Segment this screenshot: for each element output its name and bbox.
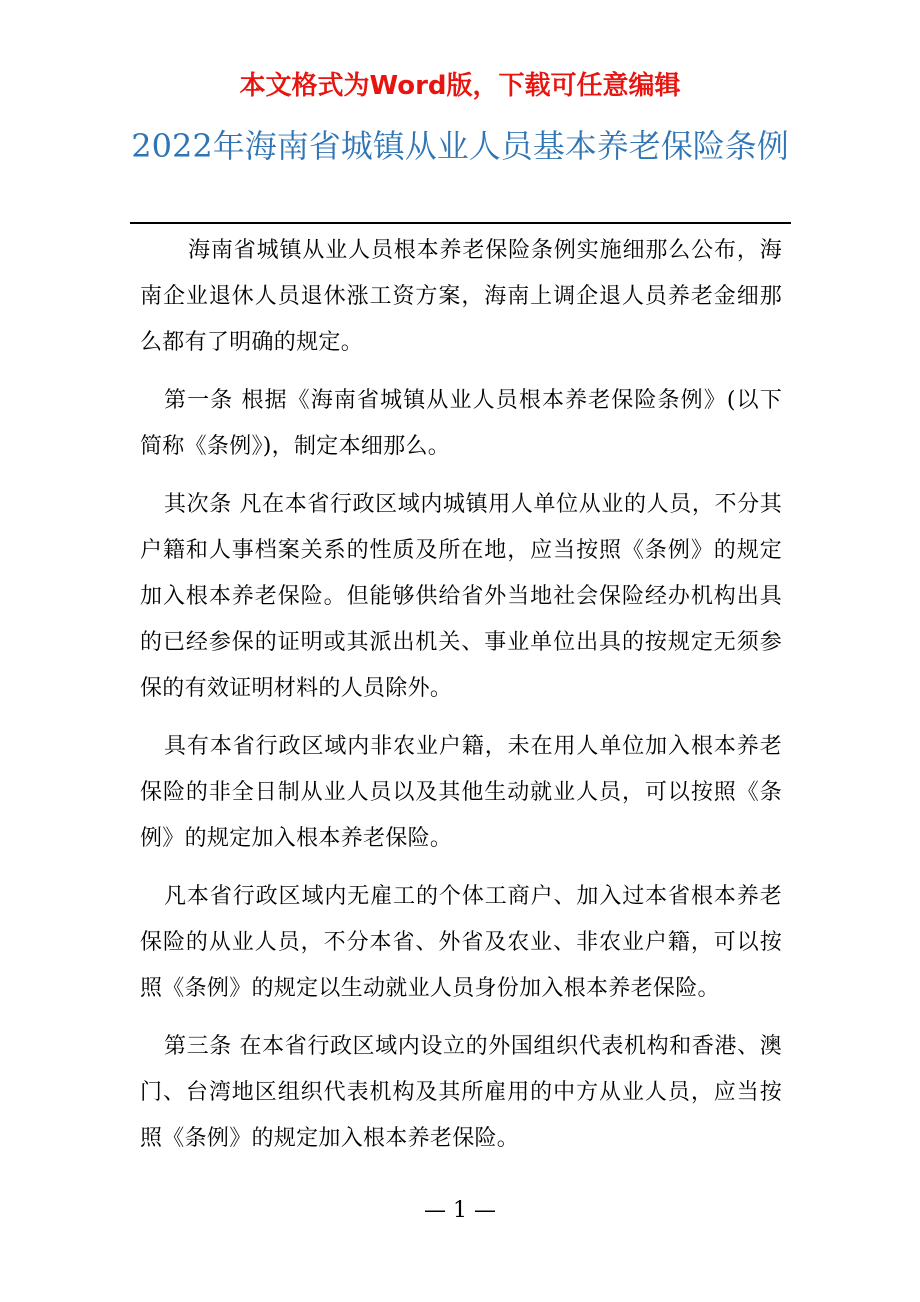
format-notice-banner: 本文格式为Word版，下载可任意编辑 (239, 71, 681, 101)
document-body (140, 228, 782, 1174)
paragraph-article-3: 第三条 在本省行政区域内设立的外国组织代表机构和香港、澳门、台湾地区组织代表机构及其所雇用的中方从业人员，应当按照《条例》的规定加入根本养老保险。 (140, 1034, 782, 1151)
paragraph-article-2-clause-2: 具有本省行政区域内非农业户籍，未在用人单位加入根本养老保险的非全日制从业人员以及其他生动就业人员，可以按照《条例》的规定加入根本养老保险。 (140, 734, 782, 851)
paragraph-intro: 海南省城镇从业人员根本养老保险条例实施细那么公布，海南企业退休人员退休涨工资方案，海南上调企退人员养老金细那么都有了明确的规定。 (140, 238, 782, 355)
paragraph-article-1: 第一条 根据《海南省城镇从业人员根本养老保险条例》(以下简称《条例》)，制定本细那么。 (140, 388, 782, 459)
paragraph-article-2-clause-3: 凡本省行政区域内无雇工的个体工商户、加入过本省根本养老保险的从业人员，不分本省、外省及农业、非农业户籍，可以按照《条例》的规定以生动就业人员身份加入根本养老保险。 (140, 884, 782, 1001)
paragraph-article-2: 其次条 凡在本省行政区域内城镇用人单位从业的人员，不分其户籍和人事档案关系的性质及所在地，应当按照《条例》的规定加入根本养老保险。但能够供给省外当地社会保险经办机构出具的已经参保的证明或其派出机关、事业单位出具的按规定无须参保的有效证明材料的人员除外。 (140, 492, 782, 701)
document-title: 2022年海南省城镇从业人员基本养老保险条例 (131, 127, 789, 165)
title-divider (130, 222, 791, 224)
page-number: — 1 — (424, 1198, 496, 1223)
